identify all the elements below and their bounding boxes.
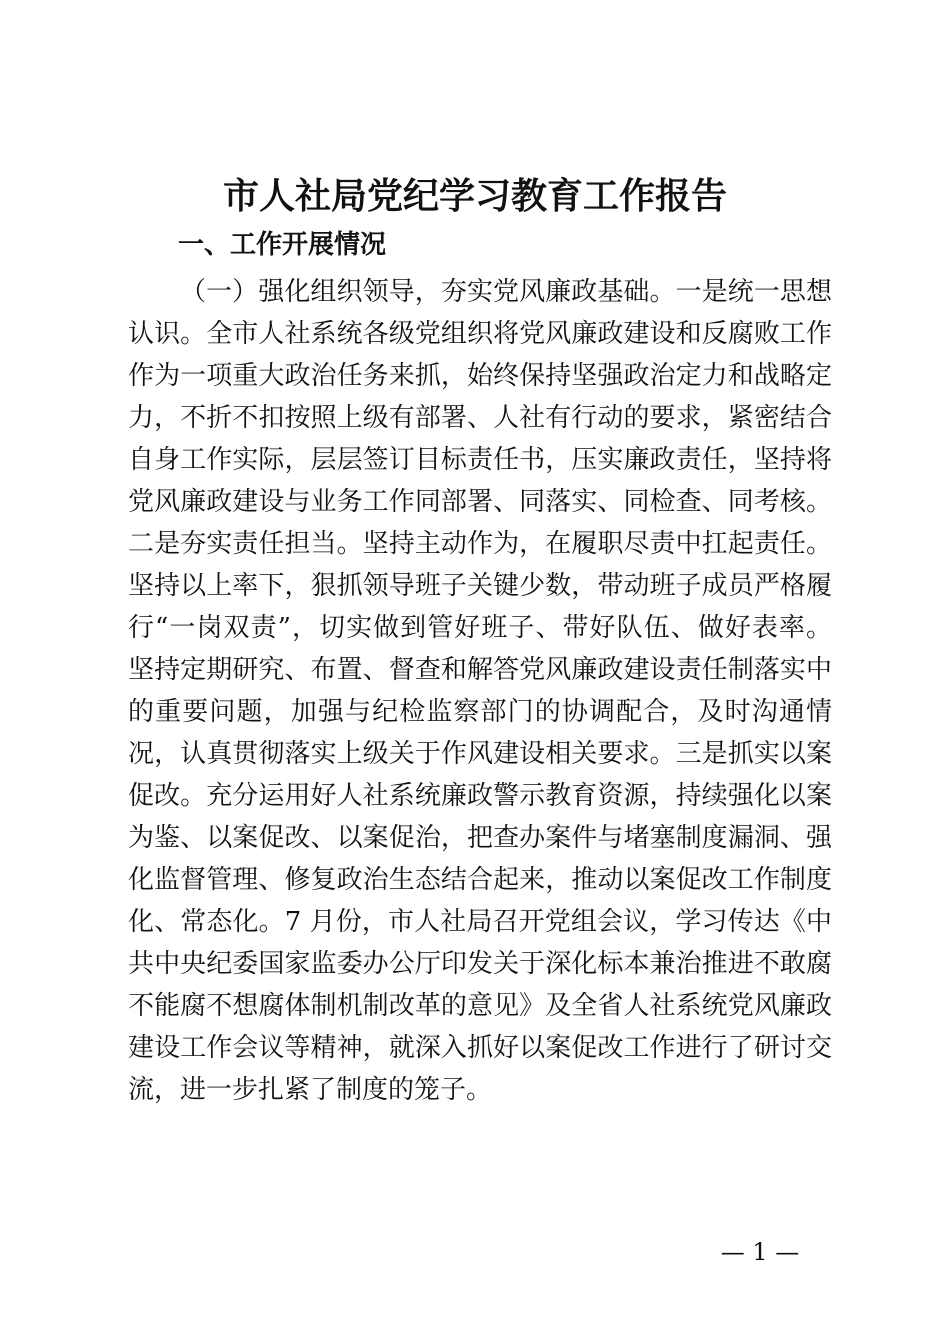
body-line: 为鉴、以案促改、以案促治，把查办案件与堵塞制度漏洞、强: [128, 823, 832, 853]
body-line: 共中央纪委国家监委办公厅印发关于深化标本兼治推进不敢腐: [128, 949, 832, 979]
body-line: 化监督管理、修复政治生态结合起来，推动以案促改工作制度: [128, 865, 832, 895]
body-line: 力，不折不扣按照上级有部署、人社有行动的要求，紧密结合: [128, 403, 832, 433]
body-line: 化、常态化。7 月份，市人社局召开党组会议，学习传达《中: [128, 907, 832, 937]
body-line: 促改。充分运用好人社系统廉政警示教育资源，持续强化以案: [128, 781, 832, 811]
section-heading: 一、工作开展情况: [178, 230, 387, 260]
body-line: 二是夯实责任担当。坚持主动作为，在履职尽责中扛起责任。: [128, 529, 832, 559]
body-line: （一）强化组织领导，夯实党风廉政基础。一是统一思想: [180, 277, 832, 307]
body-line: 党风廉政建设与业务工作同部署、同落实、同检查、同考核。: [128, 487, 832, 517]
body-line: 坚持以上率下，狠抓领导班子关键少数，带动班子成员严格履: [128, 571, 832, 601]
body-line: 流，进一步扎紧了制度的笼子。: [128, 1075, 493, 1105]
body-line: 的重要问题，加强与纪检监察部门的协调配合，及时沟通情: [128, 697, 832, 727]
body-text: [128, 271, 832, 1111]
body-line: 行“一岗双责”，切实做到管好班子、带好队伍、做好表率。: [128, 613, 832, 643]
body-line: 自身工作实际，层层签订目标责任书，压实廉政责任，坚持将: [128, 445, 832, 475]
body-line: 坚持定期研究、布置、督查和解答党风廉政建设责任制落实中: [128, 655, 832, 685]
body-line: 认识。全市人社系统各级党组织将党风廉政建设和反腐败工作: [128, 319, 832, 349]
body-line: 作为一项重大政治任务来抓，始终保持坚强政治定力和战略定: [128, 361, 832, 391]
body-line: 不能腐不想腐体制机制改革的意见》及全省人社系统党风廉政: [128, 991, 832, 1021]
body-line: 建设工作会议等精神，就深入抓好以案促改工作进行了研讨交: [128, 1033, 832, 1063]
document-title: 市人社局党纪学习教育工作报告: [222, 175, 727, 217]
page-number: — 1 —: [720, 1238, 800, 1266]
body-line: 况，认真贯彻落实上级关于作风建设相关要求。三是抓实以案: [128, 739, 832, 769]
